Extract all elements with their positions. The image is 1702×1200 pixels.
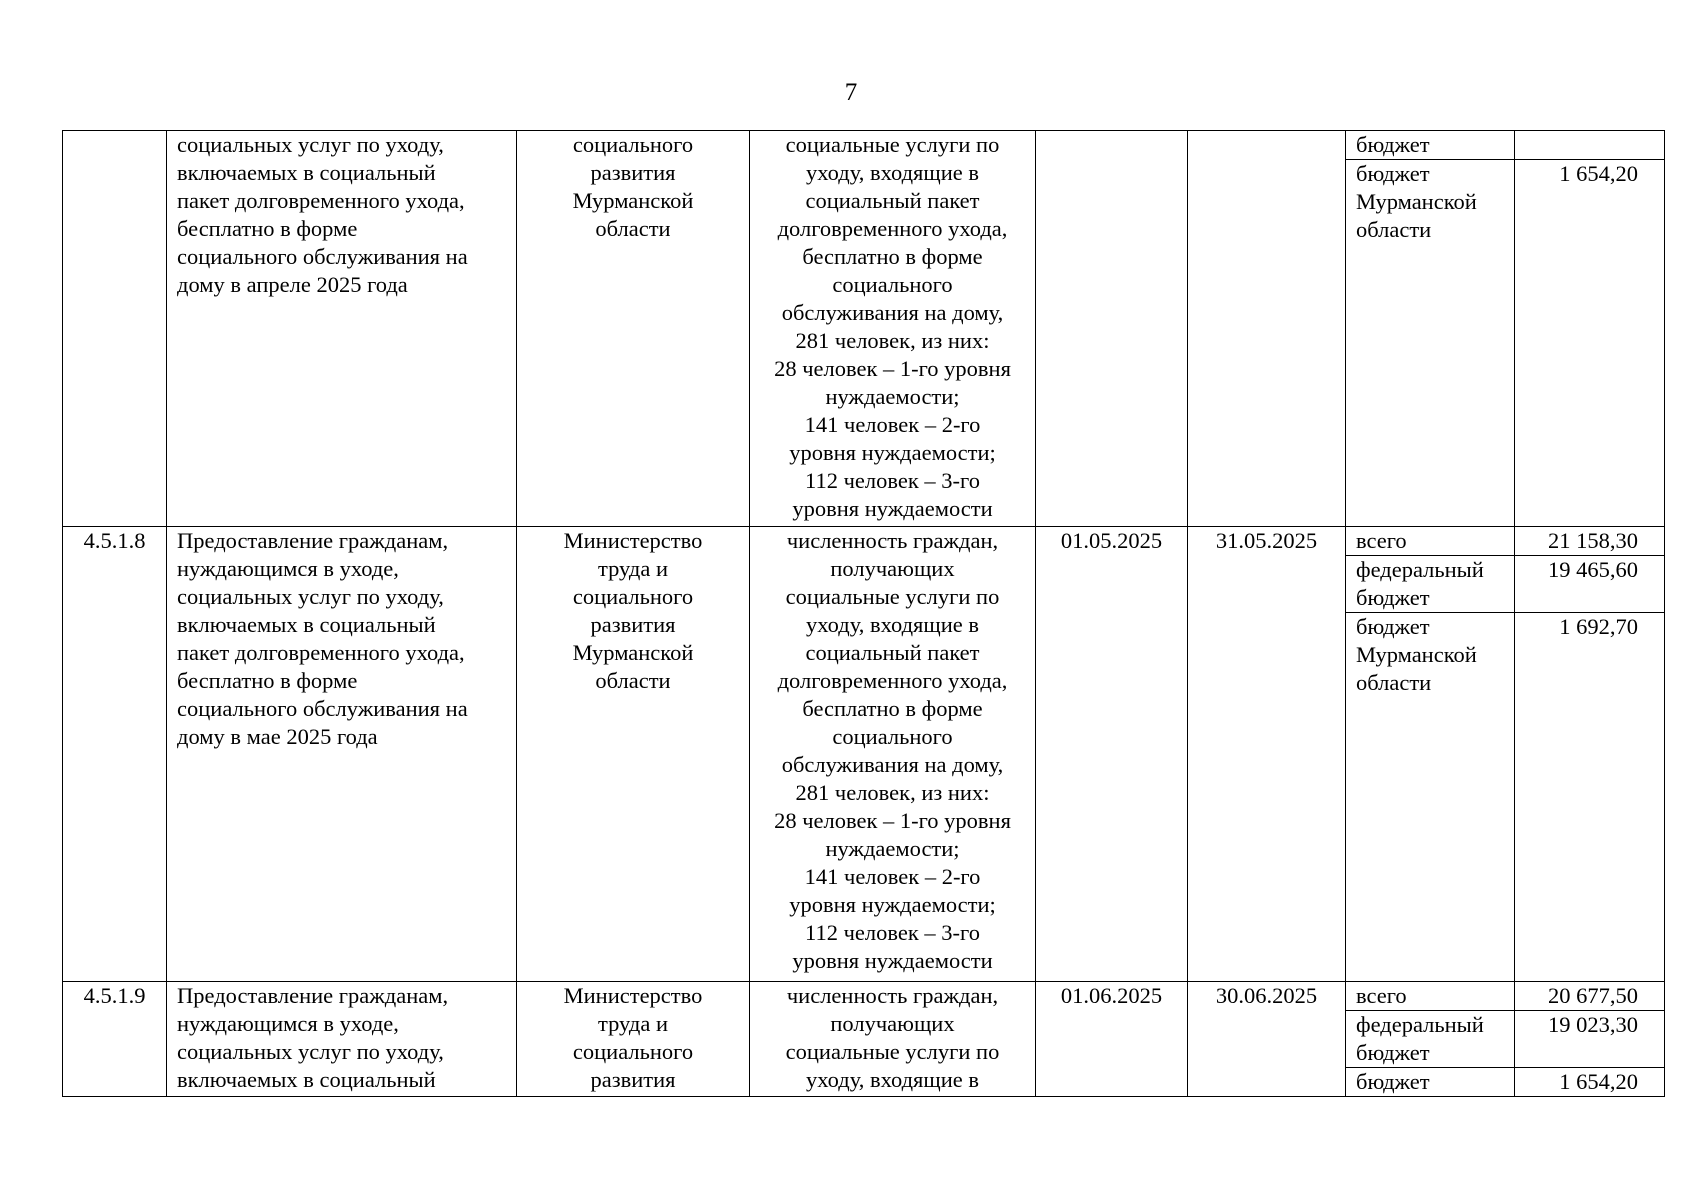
plan-table — [62, 130, 1665, 1097]
row-number: 4.5.1.9 — [63, 981, 167, 1096]
page-number: 7 — [844, 79, 858, 106]
funding-source: бюджет Мурманской области — [1346, 160, 1515, 527]
funding-amount: 19 465,60 — [1515, 556, 1665, 613]
funding-amount: 20 677,50 — [1515, 981, 1665, 1010]
executor: Министерство труда и социального развития — [517, 981, 750, 1096]
end-date — [1188, 131, 1346, 527]
funding-amount: 21 158,30 — [1515, 527, 1665, 556]
event-name: Предоставление гражданам, нуждающимся в уходе, социальных услуг по уходу, включаемых в социальный пакет долговременного ухода, бесплатно в форме социального обслуживания на дому в мае 2025 года — [167, 527, 517, 981]
funding-source: бюджет Мурманской области — [1346, 613, 1515, 981]
indicator: социальные услуги по уходу, входящие в социальный пакет долговременного ухода, бесплатно в форме социального обслуживания на дому, 281 человек, из них: 28 человек – 1-го уровня нуждаемости; 141 человек – 2-го уровня нуждаемости; 112 человек – 3-го уровня нуждаемости — [750, 131, 1036, 527]
funding-source: всего — [1346, 981, 1515, 1010]
executor: социального развития Мурманской области — [517, 131, 750, 527]
start-date: 01.06.2025 — [1036, 981, 1188, 1096]
row-number — [63, 131, 167, 527]
funding-amount: 1 654,20 — [1515, 160, 1665, 527]
start-date — [1036, 131, 1188, 527]
row-number: 4.5.1.8 — [63, 527, 167, 981]
indicator: численность граждан, получающих социальные услуги по уходу, входящие в — [750, 981, 1036, 1096]
executor: Министерство труда и социального развития Мурманской области — [517, 527, 750, 981]
funding-source: бюджет — [1346, 131, 1515, 160]
funding-source: бюджет — [1346, 1067, 1515, 1096]
end-date: 30.06.2025 — [1188, 981, 1346, 1096]
funding-source: федеральный бюджет — [1346, 556, 1515, 613]
funding-source: федеральный бюджет — [1346, 1010, 1515, 1067]
funding-amount: 19 023,30 — [1515, 1010, 1665, 1067]
funding-amount: 1 654,20 — [1515, 1067, 1665, 1096]
funding-amount: 1 692,70 — [1515, 613, 1665, 981]
event-name: социальных услуг по уходу, включаемых в социальный пакет долговременного ухода, бесплатно в форме социального обслуживания на дому в апреле 2025 года — [167, 131, 517, 527]
end-date: 31.05.2025 — [1188, 527, 1346, 981]
indicator: численность граждан, получающих социальные услуги по уходу, входящие в социальный пакет долговременного ухода, бесплатно в форме социального обслуживания на дому, 281 человек, из них: 28 человек – 1-го уровня нуждаемости; 141 человек – 2-го уровня нуждаемости; 112 человек – 3-го уровня нуждаемости — [750, 527, 1036, 981]
funding-amount — [1515, 131, 1665, 160]
start-date: 01.05.2025 — [1036, 527, 1188, 981]
funding-source: всего — [1346, 527, 1515, 556]
event-name: Предоставление гражданам, нуждающимся в уходе, социальных услуг по уходу, включаемых в социальный — [167, 981, 517, 1096]
